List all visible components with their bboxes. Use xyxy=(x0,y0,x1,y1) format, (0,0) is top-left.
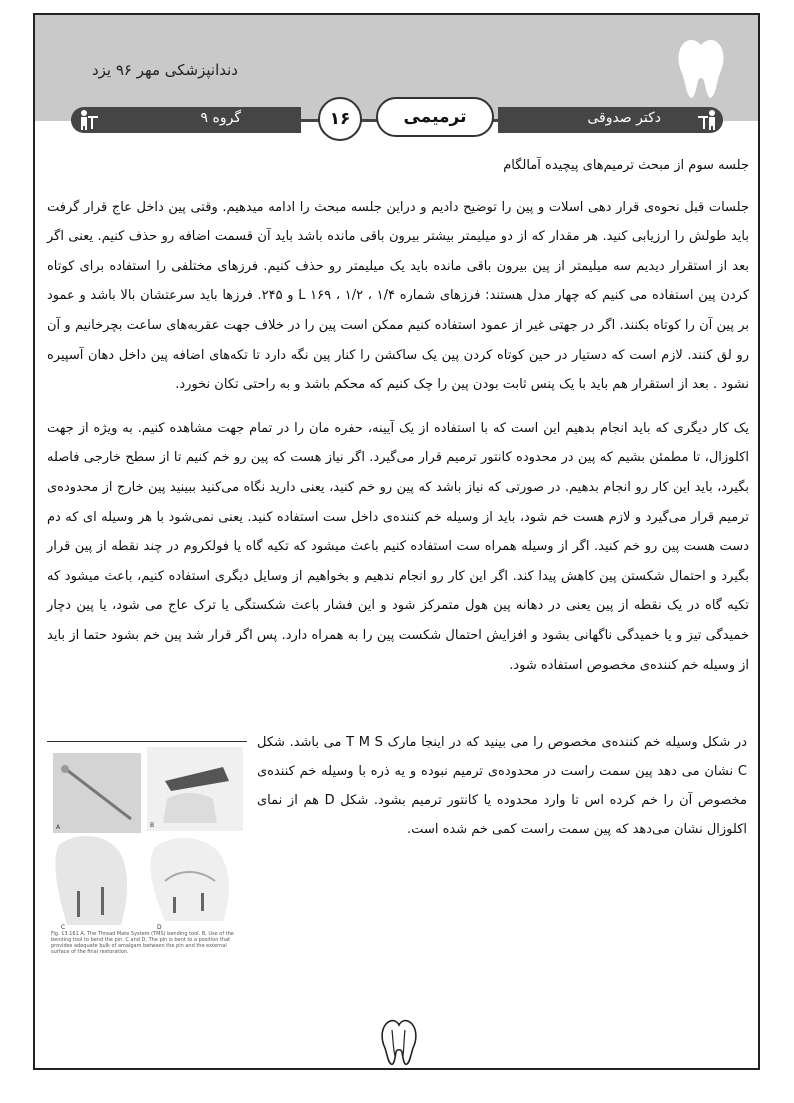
header-bar xyxy=(71,107,723,133)
page-frame xyxy=(33,13,760,1070)
panel-label-d: D xyxy=(157,924,162,931)
panel-label-a: A xyxy=(56,824,61,831)
figure-image xyxy=(47,741,249,931)
paragraph-2: یک کار دیگری که باید انجام بدهیم این است که با استفاده از یک آیینه، حفره مان را در تمام جهت مشاهده کنیم. به ویژه از جهت اکلوزال، تا مطمئن بشیم که پین در محدوده کانتور ترمیم قرار می‌گیرد. اگر نیاز هست که پین رو خم کنیم تا از سطح خارجی فاصله بگیرد، باید این کار رو انجام بدهیم. در صورتی که نیاز باشد که پین رو خم کنید، یعنی دارید نگاه می‌کنید ببینید پین خارج از محدوده‌ی ترمیم قرار می‌گیرد و لازم هست خم شود، باید از وسیله خم کننده‌ی داخل ست استفاده کنید. یعنی نمی‌شود با هر وسیله ای که دم دست هست پین رو خم کنید. اگر از وسیله همراه ست استفاده کنیم باعث میشود که تکیه گاه یا فولکروم در چند نقطه از پین قرار بگیرد و احتمال شکستن پین کاهش پیدا کند. اگر این کار رو انجام ندهیم و بخواهیم از وسایل دیگری استفاده کنیم، باعث میشود که تکیه گاه در یک نقطه از پین یعنی در دهانه پین هول متمرکز شود و این فشار باعث شکستگی یا ترک عاج می شود، یا پین دچار خمیدگی تیز و یا خمیدگی ناگهانی بشود و افزایش احتمال شکست پین را به همراه دارد. پس اگر قرار شد پین خم بشود حتما از باید از وسیله خم کننده‌ی مخصوص استفاده شود. xyxy=(47,420,749,673)
session-number-badge: ۱۶ xyxy=(318,97,362,141)
lecturer-bar xyxy=(498,107,723,133)
lecturer-icon xyxy=(697,109,719,131)
figure-rule xyxy=(47,741,247,742)
group-label: گروه ۹ xyxy=(200,110,241,126)
session-title: جلسه سوم از مبحث ترمیم‌های پیچیده آمالگام xyxy=(503,158,749,173)
teacher-icon xyxy=(77,109,99,131)
paragraph-3: در شکل وسیله خم کننده‌ی مخصوص را می بینید که در اینجا مارک T M S می باشد. شکل C نشان می دهد پین سمت راست در محدوده‌ی ترمیم نبوده و یه ذره با وسیله خم کننده‌ی مخصوص آن را خم کرده اس تا وارد محدوده یا کانتور ترمیم بشود. شکل D هم از نمای اکلوزال نشان می‌دهد که پین سمت راست کمی خم شده است. xyxy=(257,735,747,837)
panel-label-c: C xyxy=(61,924,66,931)
course-title: دندانپزشکی مهر ۹۶ یزد xyxy=(91,61,238,79)
panel-label-b: B xyxy=(150,822,155,829)
paragraph-1: جلسات قبل نحوه‌ی قرار دهی اسلات و پین را توضیح دادیم و دراین جلسه مبحث را ادامه میدهیم. وقتی پین داخل عاج قرار گرفت باید طولش را ارزیابی کنید. هر مقدار که از دو میلیمتر بیشتر بیرون باقی مانده باشد باید آن قسمت اضافه رو حذف کنیم. یعنی اگر بعد از استقرار دیدیم سه میلیمتر از پین بیرون باقی مانده باید یک میلیمتر رو حذف کنیم. فرزهای مختلفی را استفاده برای کوتاه کردن پین استفاده می کنیم که چهار مدل هستند: فرزهای شماره ۱/۴ ، ۱/۲ ، L ۱۶۹ و ۲۴۵. فرزها باید سرعتشان بالا باشد و عمود بر پین آن را کوتاه بکنند. اگر در جهتی غیر از عمود استفاده کنیم ممکن است پین را در خلاف جهت عقربه‌های ساعت بچرخانیم و آن رو لق کنند. لازم است که دستیار در حین کوتاه کردن پین یک ساکشن را کنار پین نگه دارد تا تکه‌های اضافه پین داخل دهان آسپیره نشود . بعد از استقرار هم باید با یک پنس ثابت بودن پین را چک کنیم که محکم باشد و به راحتی تکان نخورد. xyxy=(47,199,750,393)
tooth-logo-icon xyxy=(670,35,732,101)
figure-description xyxy=(257,728,747,844)
figure-caption: Fig. 13.161 A, The Thread Mate System (TMS) bending tool. B, Use of the bending tool to bend the pin. C and D, The pin is bent to a position that provides adequate bulk of amalgam between the pin and the external surface of the final restoration. xyxy=(51,931,234,955)
topic-title: ترمیمی xyxy=(376,97,494,137)
tooth-outline-icon xyxy=(378,1018,420,1066)
lecturer-name: دکتر صدوقی xyxy=(587,110,661,126)
figure-tms-bending-tool xyxy=(47,741,249,953)
body-text xyxy=(47,151,749,680)
group-bar xyxy=(71,107,301,133)
